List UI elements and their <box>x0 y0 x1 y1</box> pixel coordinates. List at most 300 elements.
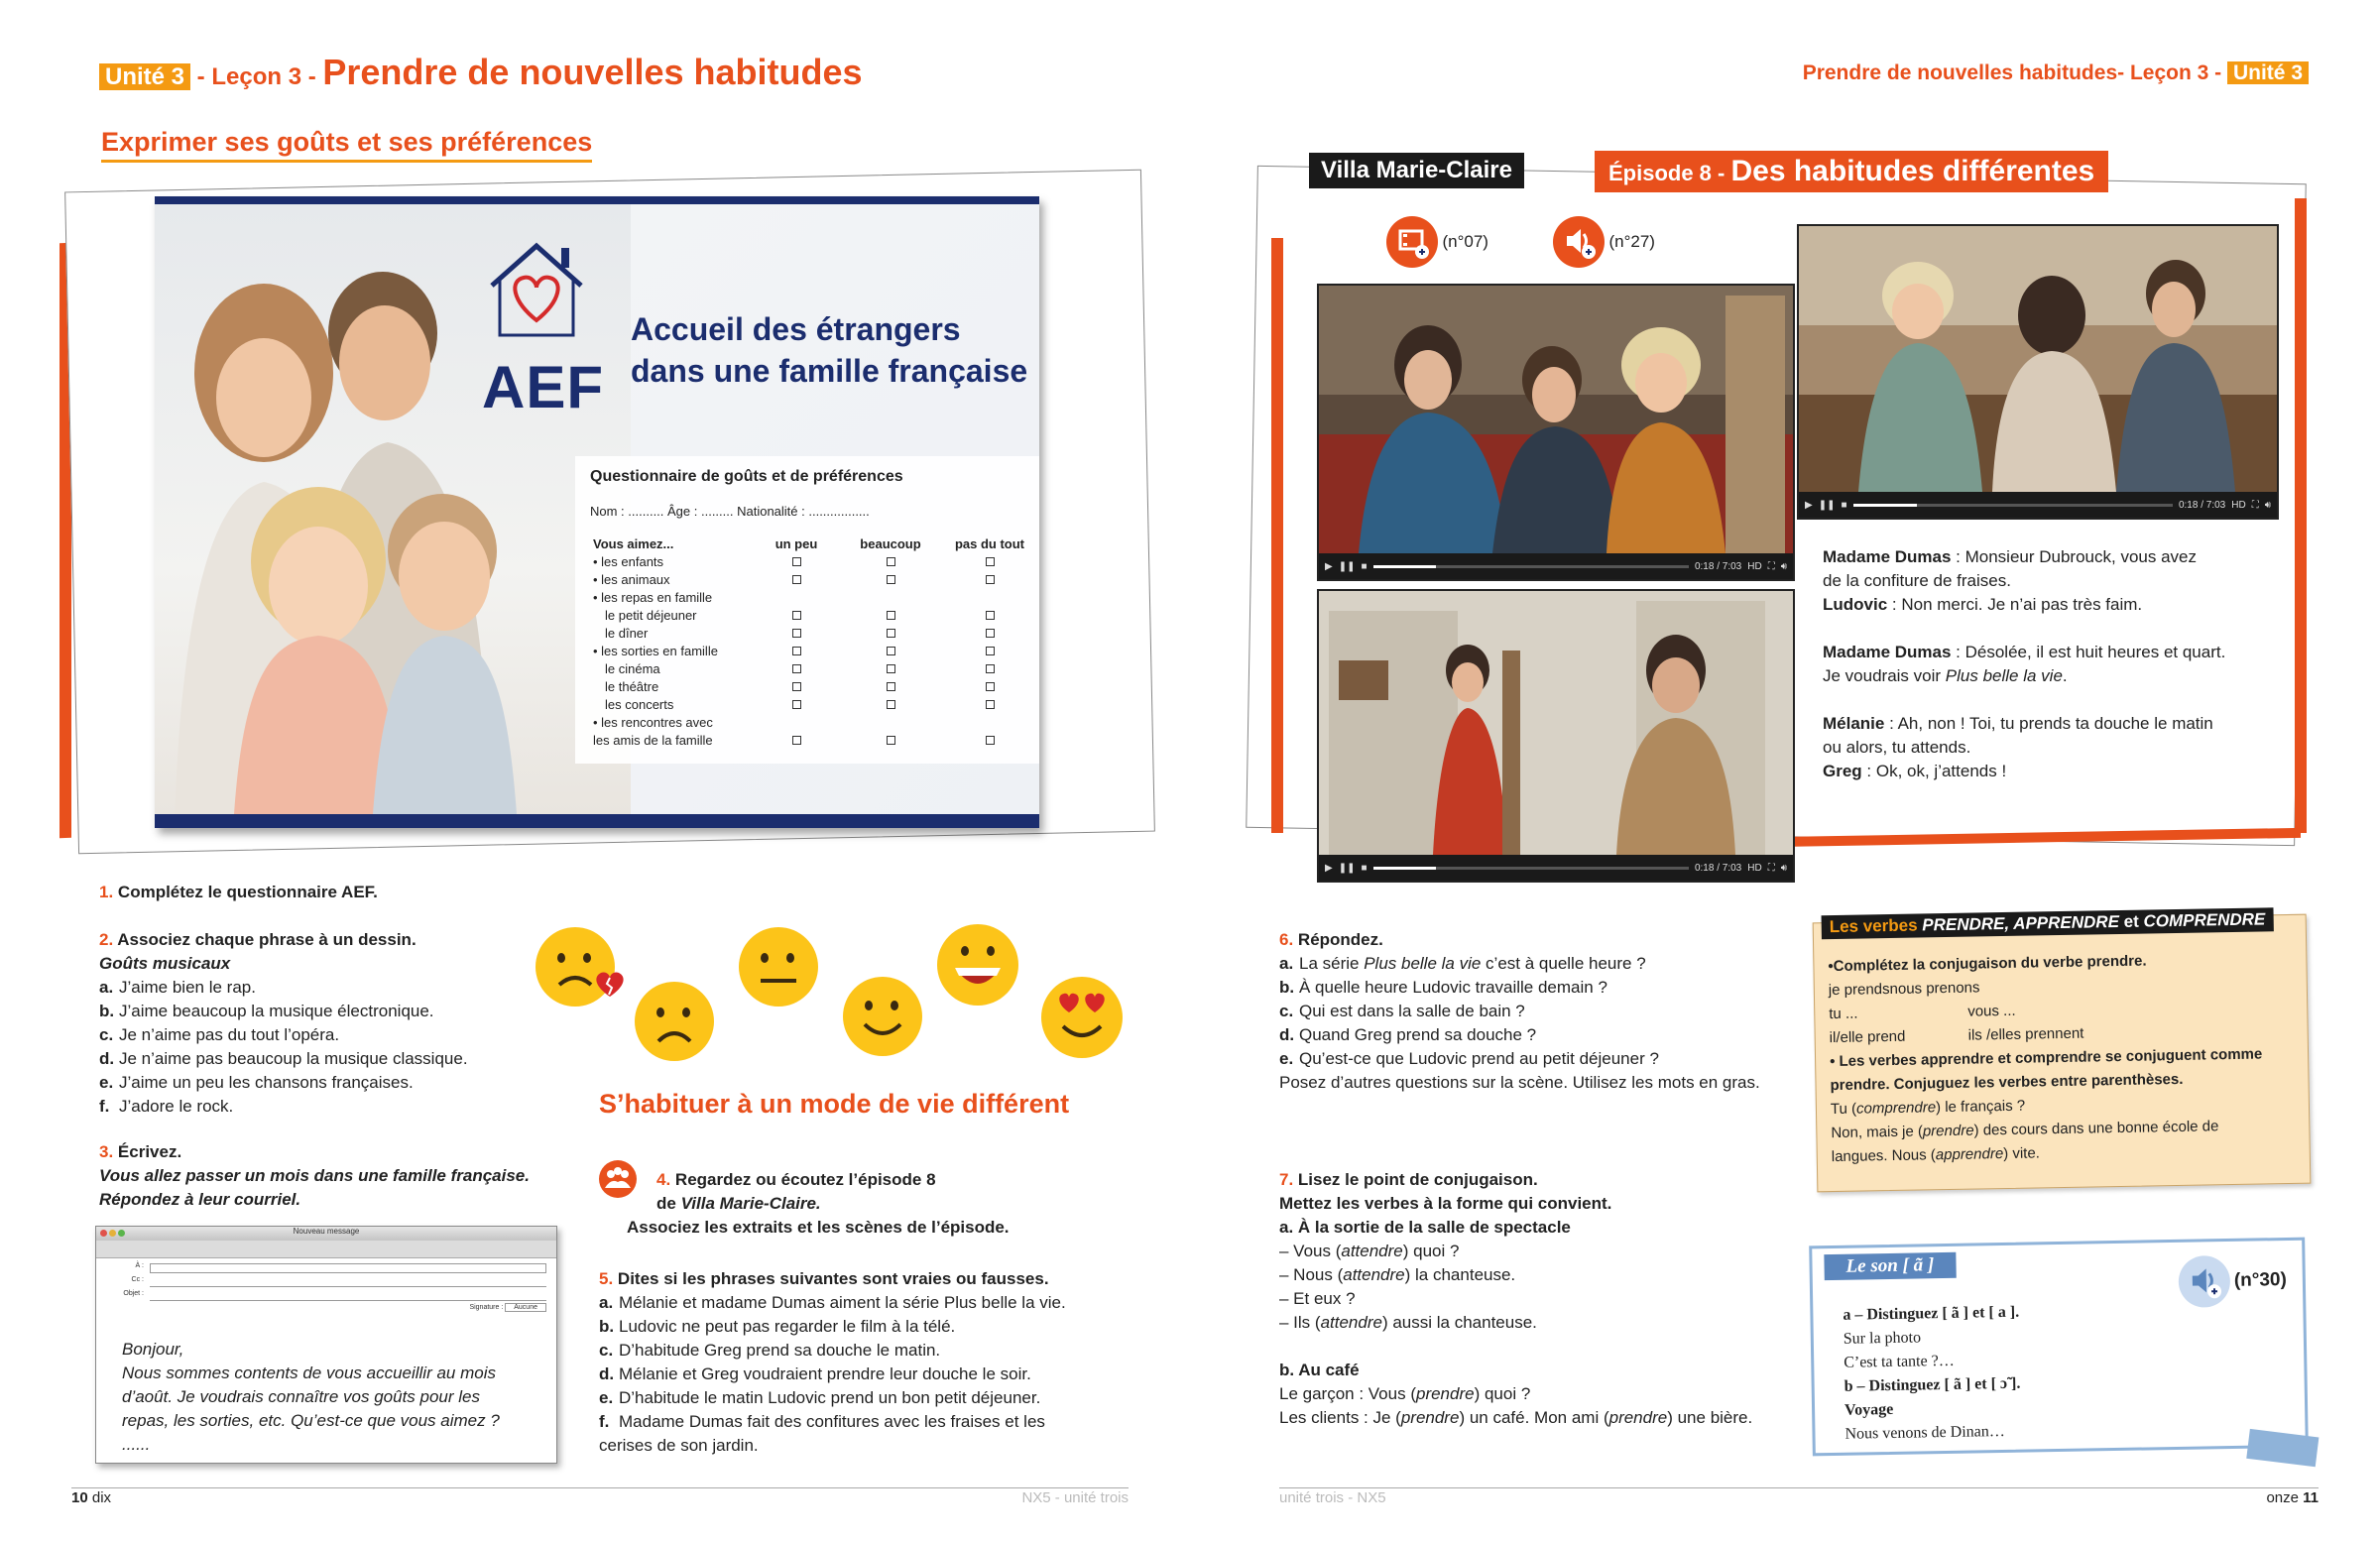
exercise-5-last-line: cerises de son jardin. <box>599 1436 759 1455</box>
stop-icon[interactable]: ■ <box>1361 560 1368 572</box>
checkbox-cell <box>841 643 940 660</box>
son-box-corner <box>2246 1429 2319 1467</box>
item-letter: e. <box>599 1388 614 1407</box>
email-toolbar <box>96 1241 556 1258</box>
questionnaire-panel <box>575 456 1039 764</box>
dialogue-line: ou alors, tu attends. <box>1823 738 1971 757</box>
email-window <box>95 1226 557 1464</box>
unit-badge: Unité 3 <box>99 63 190 90</box>
questionnaire-row <box>593 732 1039 750</box>
item-text: ) quoi ? <box>1402 1242 1460 1260</box>
right-footer <box>1279 1489 2319 1506</box>
grin-emoji <box>937 924 1018 1006</box>
dialogue-line <box>1823 712 2225 736</box>
poster-top-band <box>155 196 1039 204</box>
exercise-7 <box>1279 1168 1752 1430</box>
checkbox[interactable] <box>792 736 801 745</box>
checkbox[interactable] <box>792 682 801 691</box>
col-header: Vous aimez... <box>593 536 674 551</box>
episode-frame-accent-right <box>2295 198 2307 833</box>
item-text: Qui est dans la salle de bain ? <box>1299 1002 1525 1020</box>
video-player-2[interactable] <box>1797 224 2279 520</box>
item-text: – Vous ( <box>1279 1242 1342 1260</box>
video-progress[interactable] <box>1853 504 2173 507</box>
minimize-icon[interactable] <box>109 1230 116 1237</box>
checkbox[interactable] <box>986 700 995 709</box>
questionnaire-header-row <box>593 535 1039 553</box>
checkbox-cell <box>841 553 940 571</box>
questionnaire-row <box>593 553 1039 571</box>
text: Le garçon : Vous ( <box>1279 1384 1416 1403</box>
title-text: COMPRENDRE <box>2143 909 2266 931</box>
checkbox-cell <box>940 732 1039 750</box>
list-item <box>99 1000 468 1023</box>
exercise-number: 2. <box>99 930 114 949</box>
son-line: a – Distinguez [ ã ] et [ a ]. <box>1843 1303 2020 1324</box>
left-footer-rule <box>71 1487 1129 1488</box>
unit-badge: Unité 3 <box>2227 61 2309 84</box>
item-text: J’aime bien le rap. <box>119 978 256 997</box>
verb: prendre <box>1415 1384 1475 1403</box>
item-letter: c. <box>1279 1002 1294 1020</box>
checkbox[interactable] <box>792 557 801 566</box>
checkbox[interactable] <box>887 629 895 638</box>
son-audio-link[interactable] <box>2178 1254 2287 1308</box>
stop-icon[interactable]: ■ <box>1361 862 1368 874</box>
questionnaire-table <box>593 535 1039 750</box>
section-title-gouts: Exprimer ses goûts et ses préférences <box>101 127 592 163</box>
exercise-7-a-title: a. À la sortie de la salle de spectacle <box>1279 1218 1571 1237</box>
lesson-label: - Leçon 3 - <box>2117 61 2227 84</box>
page-number: 10 <box>71 1489 88 1506</box>
pause-icon[interactable]: ❚❚ <box>1818 499 1836 511</box>
text: Les clients : Je ( <box>1279 1408 1401 1427</box>
checkbox[interactable] <box>792 629 801 638</box>
exercise-6-heading <box>1279 928 1760 952</box>
exercise-4-line2 <box>627 1192 1010 1216</box>
row-label: • les animaux <box>593 572 670 587</box>
item-text: Je n’aime pas beaucoup la musique classique. <box>119 1049 468 1068</box>
verb: prendre <box>1922 1122 1974 1140</box>
checkbox-cell <box>841 732 940 750</box>
email-line: Nous sommes contents de vous accueillir au mois <box>122 1363 496 1382</box>
email-body[interactable] <box>122 1338 500 1457</box>
questionnaire-title: Questionnaire de goûts et de préférences <box>590 468 903 485</box>
questionnaire-row <box>593 607 1039 625</box>
col-header: un peu <box>774 536 818 551</box>
poster-heading-line2: dans une famille française <box>631 353 1028 389</box>
audio-icon <box>1553 216 1605 268</box>
son-line: Sur la photo <box>1843 1329 1922 1348</box>
item-text: La série <box>1299 954 1365 973</box>
exercise-6 <box>1279 928 1760 1095</box>
questionnaire-row <box>593 660 1039 678</box>
video-hd[interactable]: HD <box>1747 560 1762 572</box>
item-letter: e. <box>99 1073 114 1092</box>
exercise-2 <box>99 928 468 1119</box>
exercise-5-heading <box>599 1267 1066 1291</box>
video-controls[interactable] <box>1799 492 2277 518</box>
checkbox-cell <box>752 714 841 732</box>
dialogue-line <box>1823 664 2225 688</box>
video-time: 0:18 / 7:03 <box>1694 862 1742 874</box>
item-text: ) la chanteuse. <box>1404 1265 1516 1284</box>
verb: attendre <box>1320 1313 1382 1332</box>
questionnaire-row <box>593 696 1039 714</box>
speaker: Mélanie <box>1823 714 1885 733</box>
checkbox[interactable] <box>792 700 801 709</box>
exercise-text: Dites si les phrases suivantes sont vraies ou fausses. <box>613 1269 1049 1288</box>
email-titlebar <box>96 1227 556 1241</box>
checkbox[interactable] <box>986 557 995 566</box>
text: Non, mais je ( <box>1831 1123 1924 1142</box>
exercise-number: 5. <box>599 1269 614 1288</box>
conj: il/elle prend <box>1829 1027 1906 1047</box>
video-player-1[interactable] <box>1317 284 1795 581</box>
right-footer-rule <box>1279 1487 2319 1488</box>
item-letter: d. <box>99 1049 115 1068</box>
exercise-4-line1 <box>627 1168 1010 1192</box>
list-item <box>1279 1263 1752 1287</box>
exercise-text: Répondez. <box>1293 930 1383 949</box>
item-letter: b. <box>1279 978 1295 997</box>
exercise-number: 4. <box>656 1170 671 1189</box>
item-letter: f. <box>99 1097 110 1116</box>
email-field-label: À : <box>135 1262 144 1269</box>
sad-emoji <box>635 982 714 1061</box>
poster-bottom-band <box>155 814 1039 828</box>
checkbox[interactable] <box>887 647 895 655</box>
text: ) des cours dans une bonne école de <box>1973 1118 2219 1139</box>
speaker: Madame Dumas <box>1823 547 1952 566</box>
episode-tag <box>1595 151 2108 192</box>
item-text: J’adore le rock. <box>119 1097 234 1116</box>
list-item <box>1279 1287 1752 1311</box>
exercise-6-extra: Posez d’autres questions sur la scène. Utilisez les mots en gras. <box>1279 1073 1760 1092</box>
verbs-box-content <box>1828 947 2264 1169</box>
conj: tu ... <box>1829 1005 1858 1023</box>
checkbox-cell <box>752 607 841 625</box>
checkbox[interactable] <box>887 664 895 673</box>
neutral-emoji <box>739 927 818 1007</box>
item-text: J’aime un peu les chansons françaises. <box>119 1073 414 1092</box>
fullscreen-icon[interactable]: ⛶ <box>2251 499 2259 511</box>
audio-media-link[interactable] <box>1553 216 1655 268</box>
exercise-3-heading <box>99 1140 530 1164</box>
email-field-cc[interactable] <box>102 1276 550 1288</box>
series-title: Villa Marie-Claire. <box>680 1194 821 1213</box>
heart-eyes-icon <box>1041 977 1123 1058</box>
pause-icon[interactable]: ❚❚ <box>1338 560 1356 572</box>
speech: : Non merci. Je n’ai pas très faim. <box>1887 595 2143 614</box>
row-label: les amis de la famille <box>593 733 713 748</box>
checkbox[interactable] <box>986 647 995 655</box>
checkbox-cell <box>940 607 1039 625</box>
lesson-label: - Leçon 3 - <box>190 63 323 90</box>
checkbox[interactable] <box>792 575 801 584</box>
son-line: Nous venons de Dinan… <box>1844 1422 2005 1443</box>
list-item <box>99 1095 468 1119</box>
checkbox-cell <box>841 714 940 732</box>
checkbox[interactable] <box>986 575 995 584</box>
checkbox[interactable] <box>986 682 995 691</box>
text: langues. Nous ( <box>1831 1146 1936 1166</box>
exercise-7-b-title: b. Au café <box>1279 1361 1360 1379</box>
email-field-label: Cc : <box>131 1276 144 1283</box>
checkbox-cell <box>841 571 940 589</box>
exercise-text: de <box>656 1194 681 1213</box>
questionnaire-row <box>593 571 1039 589</box>
item-text: D’habitude le matin Ludovic prend un bon petit déjeuner. <box>619 1388 1041 1407</box>
exercise-number: 1. <box>99 883 114 901</box>
checkbox[interactable] <box>792 664 801 673</box>
checkbox[interactable] <box>887 700 895 709</box>
title-text: Les verbes <box>1829 915 1923 937</box>
son-audio-label: (n°30) <box>2233 1268 2288 1291</box>
text: Tu ( <box>1830 1100 1857 1119</box>
video-progress[interactable] <box>1373 565 1689 568</box>
checkbox-cell <box>752 732 841 750</box>
exercise-6-list <box>1279 952 1760 1071</box>
checkbox[interactable] <box>986 736 995 745</box>
video-controls[interactable] <box>1319 855 1793 881</box>
item-text: Madame Dumas fait des confitures avec les fraises et les <box>619 1412 1045 1431</box>
video-still-living-room <box>1319 286 1793 553</box>
item-italic: Plus belle la vie <box>1364 954 1482 973</box>
item-text: À quelle heure Ludovic travaille demain ? <box>1299 978 1607 997</box>
checkbox-cell <box>841 696 940 714</box>
item-letter: b. <box>599 1317 615 1336</box>
checkbox-cell <box>752 696 841 714</box>
audio-icon <box>2178 1255 2230 1308</box>
checkbox[interactable] <box>986 664 995 673</box>
item-text: – Et eux ? <box>1279 1289 1356 1308</box>
list-item <box>1279 1311 1752 1335</box>
dialogue-line: de la confiture de fraises. <box>1823 571 2011 590</box>
text: ) le français ? <box>1935 1097 2026 1117</box>
checkbox-cell <box>752 660 841 678</box>
checkbox-cell <box>940 696 1039 714</box>
item-text: J’aime beaucoup la musique électronique. <box>119 1002 434 1020</box>
video-media-label: (n°07) <box>1442 232 1488 251</box>
aef-logo-text: AEF <box>482 354 604 420</box>
section-title-habituer: S’habituer à un mode de vie différent <box>599 1089 1070 1119</box>
exercise-4 <box>627 1168 1010 1240</box>
video-still-hallway <box>1319 591 1793 855</box>
item-letter: a. <box>599 1293 614 1312</box>
page-number: 11 <box>2303 1489 2319 1506</box>
exercise-2-subtitle: Goûts musicaux <box>99 954 231 973</box>
conj: ils /elles prennent <box>1967 1024 2084 1044</box>
list-item <box>1279 976 1760 1000</box>
checkbox-cell <box>841 589 940 607</box>
close-icon[interactable] <box>100 1230 107 1237</box>
son-line: b – Distinguez [ ã ] et [ ɔ̃ ]. <box>1844 1374 2021 1395</box>
list-item <box>599 1363 1066 1386</box>
video-controls[interactable] <box>1319 553 1793 579</box>
exercise-number: 6. <box>1279 930 1294 949</box>
checkbox-cell <box>752 643 841 660</box>
exercise-3-line2: Répondez à leur courriel. <box>99 1190 301 1209</box>
dialogue-line <box>1823 593 2225 617</box>
play-icon[interactable]: ▶ <box>1805 499 1813 511</box>
checkbox-cell <box>940 714 1039 732</box>
questionnaire-row <box>593 678 1039 696</box>
verbs-box <box>1813 909 2312 1193</box>
text: ) quoi ? <box>1474 1384 1531 1403</box>
email-line: repas, les sorties, etc. Qu’est-ce que vous aimez ? <box>122 1411 500 1430</box>
email-field-subject[interactable] <box>102 1290 550 1302</box>
exercise-text: Complétez le questionnaire AEF. <box>113 883 378 901</box>
video-still-kitchen <box>1799 226 2277 492</box>
checkbox[interactable] <box>792 647 801 655</box>
pause-icon[interactable]: ❚❚ <box>1338 862 1356 874</box>
checkbox-cell <box>940 643 1039 660</box>
checkbox[interactable] <box>986 611 995 620</box>
right-header <box>1803 61 2309 85</box>
volume-icon[interactable]: 🔊︎ <box>1780 560 1787 572</box>
list-item <box>1279 1240 1752 1263</box>
exercise-text: Lisez le point de conjugaison. <box>1293 1170 1538 1189</box>
left-footer <box>71 1489 1129 1506</box>
exercise-3-line1: Vous allez passer un mois dans une famille française. <box>99 1166 530 1185</box>
email-field-to[interactable] <box>102 1262 550 1274</box>
verbs-line: •Complétez la conjugaison du verbe prendre. <box>1828 952 2147 976</box>
zoom-icon[interactable] <box>118 1230 125 1237</box>
list-item <box>599 1386 1066 1410</box>
list-item <box>599 1339 1066 1363</box>
verbs-line: • Les verbes apprendre et comprendre se conjuguent comme <box>1829 1045 2263 1071</box>
exercise-5 <box>599 1267 1066 1458</box>
son-lines <box>1843 1301 2021 1447</box>
fullscreen-icon[interactable]: ⛶ <box>1767 862 1775 874</box>
video-media-link[interactable] <box>1386 216 1488 268</box>
checkbox-cell <box>841 625 940 643</box>
video-player-3[interactable] <box>1317 589 1795 883</box>
verbs-line: prendre. Conjuguez les verbes entre parenthèses. <box>1830 1070 2184 1095</box>
son-line: Voyage <box>1844 1400 1894 1419</box>
play-icon[interactable]: ▶ <box>1325 560 1333 572</box>
speech: : Monsieur Dubrouck, vous avez <box>1951 547 2197 566</box>
checkbox[interactable] <box>792 611 801 620</box>
play-icon[interactable]: ▶ <box>1325 862 1333 874</box>
verb: prendre <box>1400 1408 1460 1427</box>
video-hd[interactable]: HD <box>2231 499 2246 511</box>
exercise-7-b-line1 <box>1279 1382 1752 1406</box>
exercise-3 <box>99 1140 530 1212</box>
verbs-line: je prendsnous prenons <box>1828 979 1980 1000</box>
item-text: Ludovic ne peut pas regarder le film à la télé. <box>619 1317 956 1336</box>
checkbox[interactable] <box>887 682 895 691</box>
dialogue-line <box>1823 760 2225 783</box>
speaker: Greg <box>1823 762 1862 780</box>
col-header: pas du tout <box>954 536 1025 551</box>
row-label: le petit déjeuner <box>605 608 697 623</box>
verb: prendre <box>1608 1408 1668 1427</box>
signature-select[interactable]: Aucune <box>505 1303 546 1312</box>
text: ) un café. Mon ami ( <box>1459 1408 1609 1427</box>
checkbox-cell <box>940 553 1039 571</box>
row-label: le théâtre <box>605 679 659 694</box>
row-label: • les enfants <box>593 554 664 569</box>
checkbox-cell <box>841 660 940 678</box>
sad-broken-heart-emoji <box>536 927 615 1007</box>
row-label: • les sorties en famille <box>593 644 718 658</box>
volume-icon[interactable]: 🔊︎ <box>2264 499 2271 511</box>
item-letter: b. <box>99 1002 115 1020</box>
son-box <box>1809 1238 2309 1457</box>
video-hd[interactable]: HD <box>1747 862 1762 874</box>
title-text: et <box>2118 911 2144 931</box>
text: ) vite. <box>2003 1144 2041 1163</box>
volume-icon[interactable]: 🔊︎ <box>1780 862 1787 874</box>
exercise-2-list <box>99 976 468 1119</box>
speech: Je voudrais voir <box>1823 666 1946 685</box>
aef-poster <box>155 196 1039 828</box>
list-item <box>599 1291 1066 1315</box>
aef-logo <box>482 236 604 420</box>
left-header <box>99 52 863 93</box>
poster-heading-line1: Accueil des étrangers <box>631 311 961 347</box>
fullscreen-icon[interactable]: ⛶ <box>1767 560 1775 572</box>
dialogue <box>1823 545 2225 783</box>
row-label: les concerts <box>605 697 674 712</box>
son-line: C’est ta tante ?… <box>1844 1352 1955 1371</box>
questionnaire-row <box>593 714 1039 732</box>
checkbox-cell <box>752 625 841 643</box>
checkbox[interactable] <box>887 611 895 620</box>
episode-frame-accent <box>1271 238 1283 833</box>
checkbox[interactable] <box>887 575 895 584</box>
page-footer-right <box>2266 1489 2319 1506</box>
page-title: Prendre de nouvelles habitudes <box>322 52 863 92</box>
checkbox-cell <box>940 660 1039 678</box>
title-text: PRENDRE, APPRENDRE <box>1922 911 2120 935</box>
item-text: – Ils ( <box>1279 1313 1321 1332</box>
list-item <box>99 1071 468 1095</box>
item-letter: a. <box>1279 954 1294 973</box>
checkbox-cell <box>940 678 1039 696</box>
video-progress[interactable] <box>1373 867 1689 870</box>
checkbox[interactable] <box>887 557 895 566</box>
stop-icon[interactable]: ■ <box>1841 499 1847 511</box>
checkbox[interactable] <box>887 736 895 745</box>
item-text: Je n’aime pas du tout l’opéra. <box>119 1025 340 1044</box>
checkbox-cell <box>752 589 841 607</box>
house-heart-icon <box>482 236 591 345</box>
email-line: ...... <box>122 1435 151 1454</box>
exercise-4-line3: Associez les extraits et les scènes de l’épisode. <box>627 1218 1010 1237</box>
exercise-text: Associez chaque phrase à un dessin. <box>113 930 416 949</box>
dialogue-line <box>1823 641 2225 664</box>
item-letter: c. <box>599 1341 614 1360</box>
list-item <box>99 1047 468 1071</box>
item-text: Mélanie et Greg voudraient prendre leur douche le soir. <box>619 1364 1031 1383</box>
row-label: le cinéma <box>605 661 660 676</box>
exercise-7-heading <box>1279 1168 1752 1192</box>
row-label: • les repas en famille <box>593 590 713 605</box>
verbs-box-title <box>1822 907 2274 939</box>
item-text: Qu’est-ce que Ludovic prend au petit déjeuner ? <box>1299 1049 1659 1068</box>
checkbox-cell <box>940 625 1039 643</box>
conj: vous ... <box>1967 1002 2016 1020</box>
checkbox[interactable] <box>986 629 995 638</box>
text: ) une bière. <box>1667 1408 1753 1427</box>
questionnaire-fields: Nom : .......... Âge : ......... Nationalité : ................. <box>590 504 870 519</box>
exercise-7-line2: Mettez les verbes à la forme qui convient. <box>1279 1194 1612 1213</box>
exercise-1 <box>99 881 378 904</box>
list-item <box>1279 1047 1760 1071</box>
